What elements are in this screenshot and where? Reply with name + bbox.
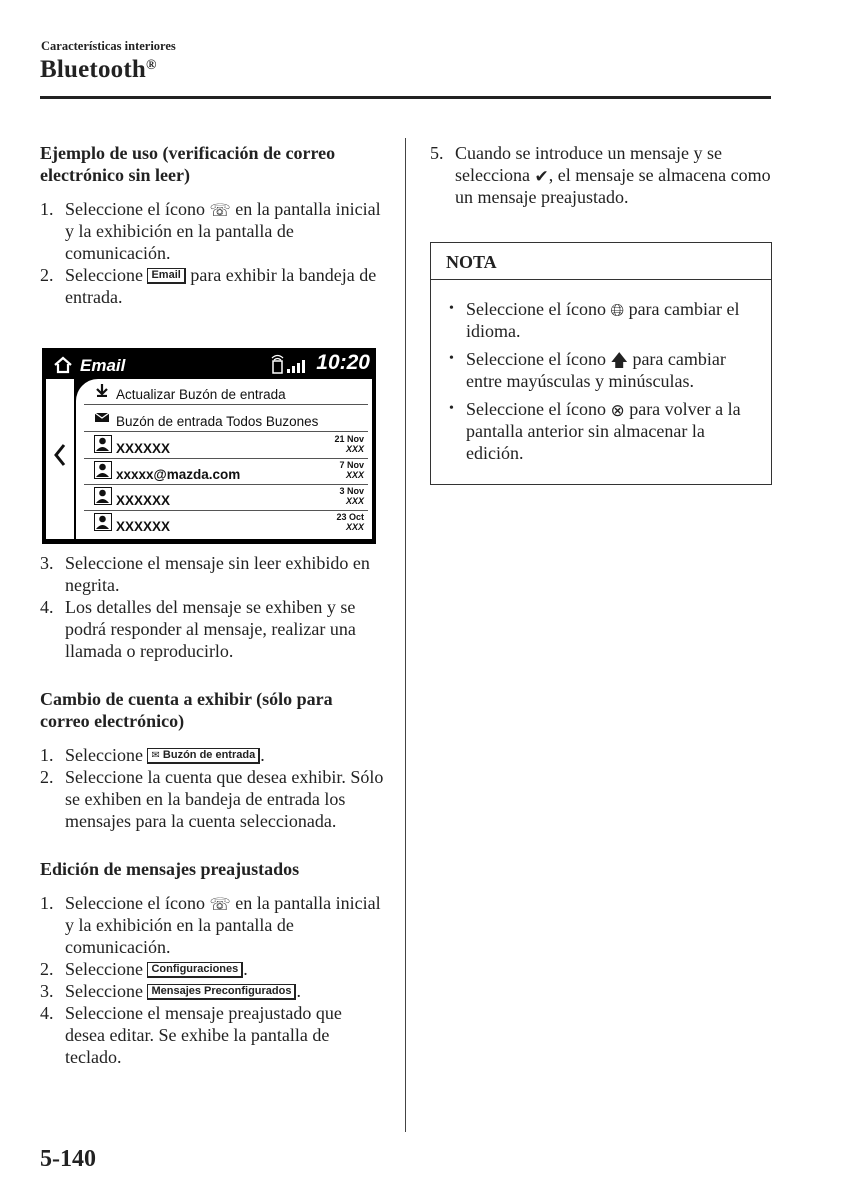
header-rule	[40, 96, 771, 99]
item-text: Seleccione el ícono	[65, 199, 205, 219]
preset-messages-button-label: Mensajes Preconfigurados	[147, 984, 296, 1000]
list-item	[40, 980, 385, 1002]
note-item	[447, 348, 757, 392]
list-item	[430, 142, 772, 208]
item-text: Seleccione	[65, 265, 143, 285]
column-divider	[405, 138, 406, 1132]
left-column	[40, 142, 385, 1068]
message-sender: xxxxx@mazda.com	[116, 467, 241, 482]
list-item	[40, 958, 385, 980]
item-number: 2.	[40, 265, 54, 285]
refresh-inbox-item[interactable]	[84, 379, 368, 405]
item-number: 1.	[40, 745, 54, 765]
menu-label: Actualizar Buzón de entrada	[116, 387, 286, 402]
note-item	[447, 398, 757, 464]
page-number: 5-140	[40, 1146, 96, 1172]
contact-avatar-icon	[94, 513, 112, 531]
list-item	[40, 892, 385, 958]
down-arrow-icon	[94, 383, 110, 397]
list-item	[40, 1002, 385, 1068]
list-item	[40, 552, 385, 596]
note-box	[430, 242, 772, 485]
right-column	[430, 142, 772, 485]
message-sender: XXXXXX	[116, 493, 171, 508]
menu-label: Buzón de entrada Todos Buzones	[116, 414, 319, 429]
cancel-circle-icon: ⊗	[610, 401, 625, 421]
note-body	[431, 280, 771, 484]
item-text: Seleccione	[65, 959, 143, 979]
back-panel	[46, 379, 74, 539]
message-year: XXX	[345, 470, 364, 480]
item-text: Seleccione el ícono	[65, 893, 205, 913]
screen-title: Email	[80, 356, 126, 375]
list-item	[40, 766, 385, 832]
note-list	[447, 298, 757, 464]
steps-list-2	[40, 744, 385, 832]
status-icons	[270, 353, 312, 375]
envelope-icon	[94, 410, 110, 424]
item-number: 4.	[40, 1003, 54, 1023]
item-text: Los detalles del mensaje se exhiben y se podrá responder al mensaje, realizar una llamada o reproducirlo.	[65, 597, 356, 661]
inbox-label-text: Buzón de entrada	[162, 749, 256, 761]
all-inboxes-item[interactable]	[84, 406, 368, 432]
check-icon: ✔	[534, 167, 549, 187]
item-number: 5.	[430, 143, 444, 163]
item-number: 2.	[40, 767, 54, 787]
steps-list-3	[40, 892, 385, 1068]
email-screen	[42, 348, 376, 544]
message-day: 21 Nov	[334, 434, 364, 444]
item-text: .	[243, 959, 248, 979]
item-text: .	[296, 981, 301, 1001]
message-day: 23 Oct	[336, 512, 364, 522]
message-date	[334, 434, 364, 454]
item-text: Seleccione	[65, 745, 143, 765]
message-row[interactable]	[84, 485, 368, 511]
item-number: 1.	[40, 893, 54, 913]
inbox-button-label: ✉ Buzón de entrada	[147, 748, 260, 764]
item-text: Cuando se introduce un mensaje y se selecciona	[455, 143, 722, 185]
item-text: en la pantalla inicial y la exhibición en la pantalla de comunicación.	[65, 893, 381, 957]
note-text: para cambiar entre mayúsculas y minúsculas.	[466, 349, 726, 391]
steps-list-4	[430, 142, 772, 208]
message-day: 7 Nov	[339, 460, 364, 470]
item-text: .	[260, 745, 265, 765]
message-year: XXX	[345, 496, 364, 506]
steps-list-1b	[40, 552, 385, 662]
list-item	[40, 744, 385, 766]
message-sender: XXXXXX	[116, 519, 171, 534]
communication-icon: ☏	[209, 201, 231, 221]
item-text: Seleccione el mensaje preajustado que desea editar. Se exhibe la pantalla de teclado.	[65, 1003, 342, 1067]
heading-preset-messages: Edición de mensajes preajustados	[40, 859, 300, 879]
item-number: 3.	[40, 981, 54, 1001]
message-date	[339, 460, 364, 480]
heading-account-change: Cambio de cuenta a exhibir (sólo para correo electrónico)	[40, 689, 333, 731]
settings-button-label: Configuraciones	[147, 962, 243, 978]
shift-arrow-icon: 🡅	[610, 351, 628, 371]
note-heading: NOTA	[431, 243, 771, 280]
list-item	[40, 198, 385, 264]
note-text: Seleccione el ícono	[466, 399, 606, 419]
globe-icon: 🌐︎	[610, 301, 625, 321]
message-year: XXX	[345, 444, 364, 454]
back-chevron-icon[interactable]	[53, 443, 67, 467]
item-text: en la pantalla inicial y la exhibición en la pantalla de comunicación.	[65, 199, 381, 263]
item-text: para exhibir la bandeja de entrada.	[65, 265, 377, 307]
message-year: XXX	[345, 522, 364, 532]
message-day: 3 Nov	[339, 486, 364, 496]
note-text: Seleccione el ícono	[466, 349, 606, 369]
item-text: Seleccione el mensaje sin leer exhibido en negrita.	[65, 553, 370, 595]
registered-mark: ®	[145, 58, 157, 73]
heading-usage-example: Ejemplo de uso (verificación de correo electrónico sin leer)	[40, 143, 336, 185]
note-text: para volver a la pantalla anterior sin almacenar la edición.	[466, 399, 741, 463]
item-text: Seleccione la cuenta que desea exhibir. Sólo se exhiben en la bandeja de entrada los mensajes para la cuenta seleccionada.	[65, 767, 384, 831]
message-sender: XXXXXX	[116, 441, 171, 456]
screen-clock: 10:20	[316, 351, 370, 374]
message-date	[339, 486, 364, 506]
note-item	[447, 298, 757, 342]
email-button-label: Email	[147, 268, 185, 284]
home-icon	[53, 356, 73, 374]
message-row[interactable]	[84, 433, 368, 459]
communication-icon: ☏	[209, 895, 231, 915]
page-title	[40, 56, 157, 84]
note-text: Seleccione el ícono	[466, 299, 606, 319]
contact-avatar-icon	[94, 487, 112, 505]
contact-avatar-icon	[94, 435, 112, 453]
message-row[interactable]	[84, 459, 368, 485]
section-label: Características interiores	[41, 39, 176, 53]
item-text: , el mensaje se almacena como un mensaje preajustado.	[455, 165, 771, 207]
list-item	[40, 264, 385, 308]
phone-status-icon	[273, 361, 282, 373]
steps-list-1	[40, 198, 385, 308]
email-list-panel	[76, 379, 372, 539]
item-text: Seleccione	[65, 981, 143, 1001]
message-date	[336, 512, 364, 532]
item-number: 3.	[40, 553, 54, 573]
list-item	[40, 596, 385, 662]
contact-avatar-icon	[94, 461, 112, 479]
item-number: 2.	[40, 959, 54, 979]
title-text: Bluetooth	[40, 56, 146, 83]
item-number: 4.	[40, 597, 54, 617]
item-number: 1.	[40, 199, 54, 219]
note-text: para cambiar el idioma.	[466, 299, 740, 341]
message-row[interactable]	[84, 511, 368, 536]
